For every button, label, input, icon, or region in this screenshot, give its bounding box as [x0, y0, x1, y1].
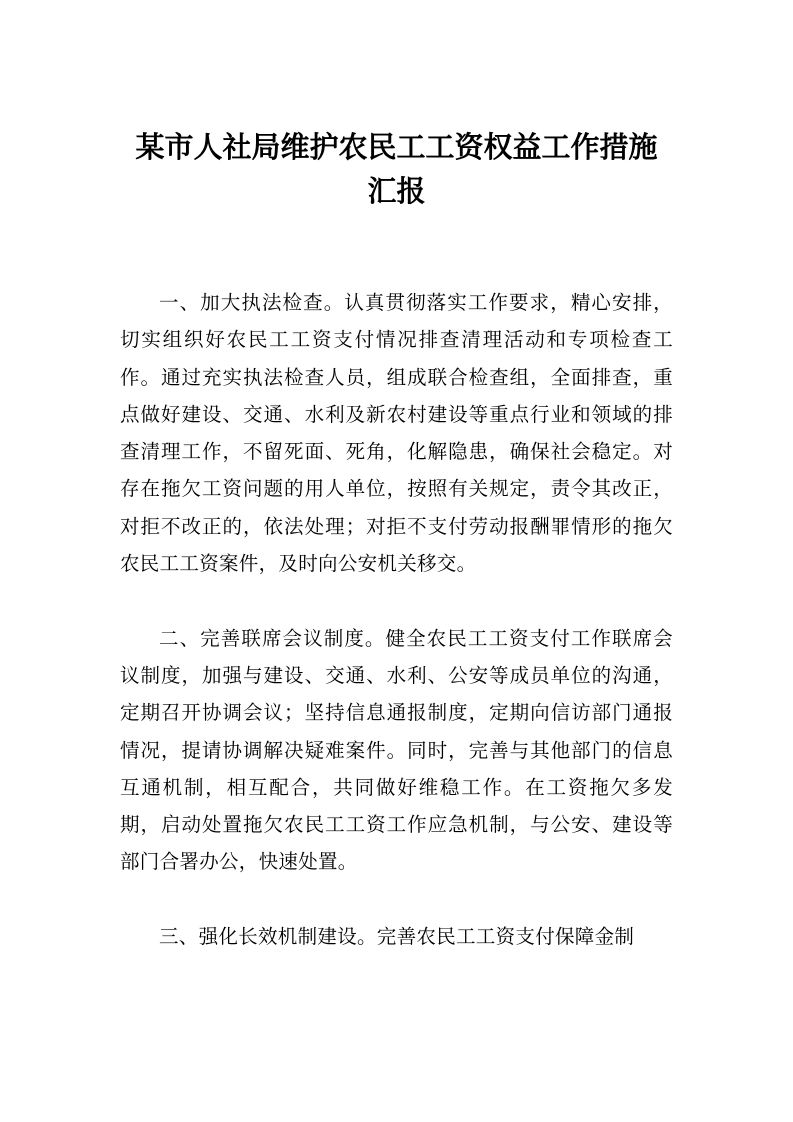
- paragraph-1: 一、加大执法检查。认真贯彻落实工作要求，精心安排，切实组织好农民工工资支付情况排查清理活动和专项检查工作。通过充实执法检查人员，组成联合检查组，全面排查，重点做好建设、交通、水利及新农村建设等重点行业和领域的排查清理工作，不留死面、死角，化解隐患，确保社会稳定。对存在拖欠工资问题的用人单位，按照有关规定，责令其改正，对拒不改正的，依法处理；对拒不支付劳动报酬罪情形的拖欠农民工工资案件，及时向公安机关移交。: [120, 291, 673, 576]
- document-body: [120, 284, 673, 993]
- document-title-line-1: 某市人社局维护农民工工资权益工作措施: [135, 130, 658, 164]
- paragraph-3: 三、强化长效机制建设。完善农民工工资支付保障金制: [159, 925, 635, 949]
- document-title-line-2: 汇报: [367, 174, 426, 208]
- paragraph-2: 二、完善联席会议制度。健全农民工工资支付工作联席会议制度，加强与建设、交通、水利、公安等成员单位的沟通，定期召开协调会议；坚持信息通报制度，定期向信访部门通报情况，提请协调解决疑难案件。同时，完善与其他部门的信息互通机制，相互配合，共同做好维稳工作。在工资拖欠多发期，启动处置拖欠农民工工资工作应急机制，与公安、建设等部门合署办公，快速处置。: [120, 626, 673, 874]
